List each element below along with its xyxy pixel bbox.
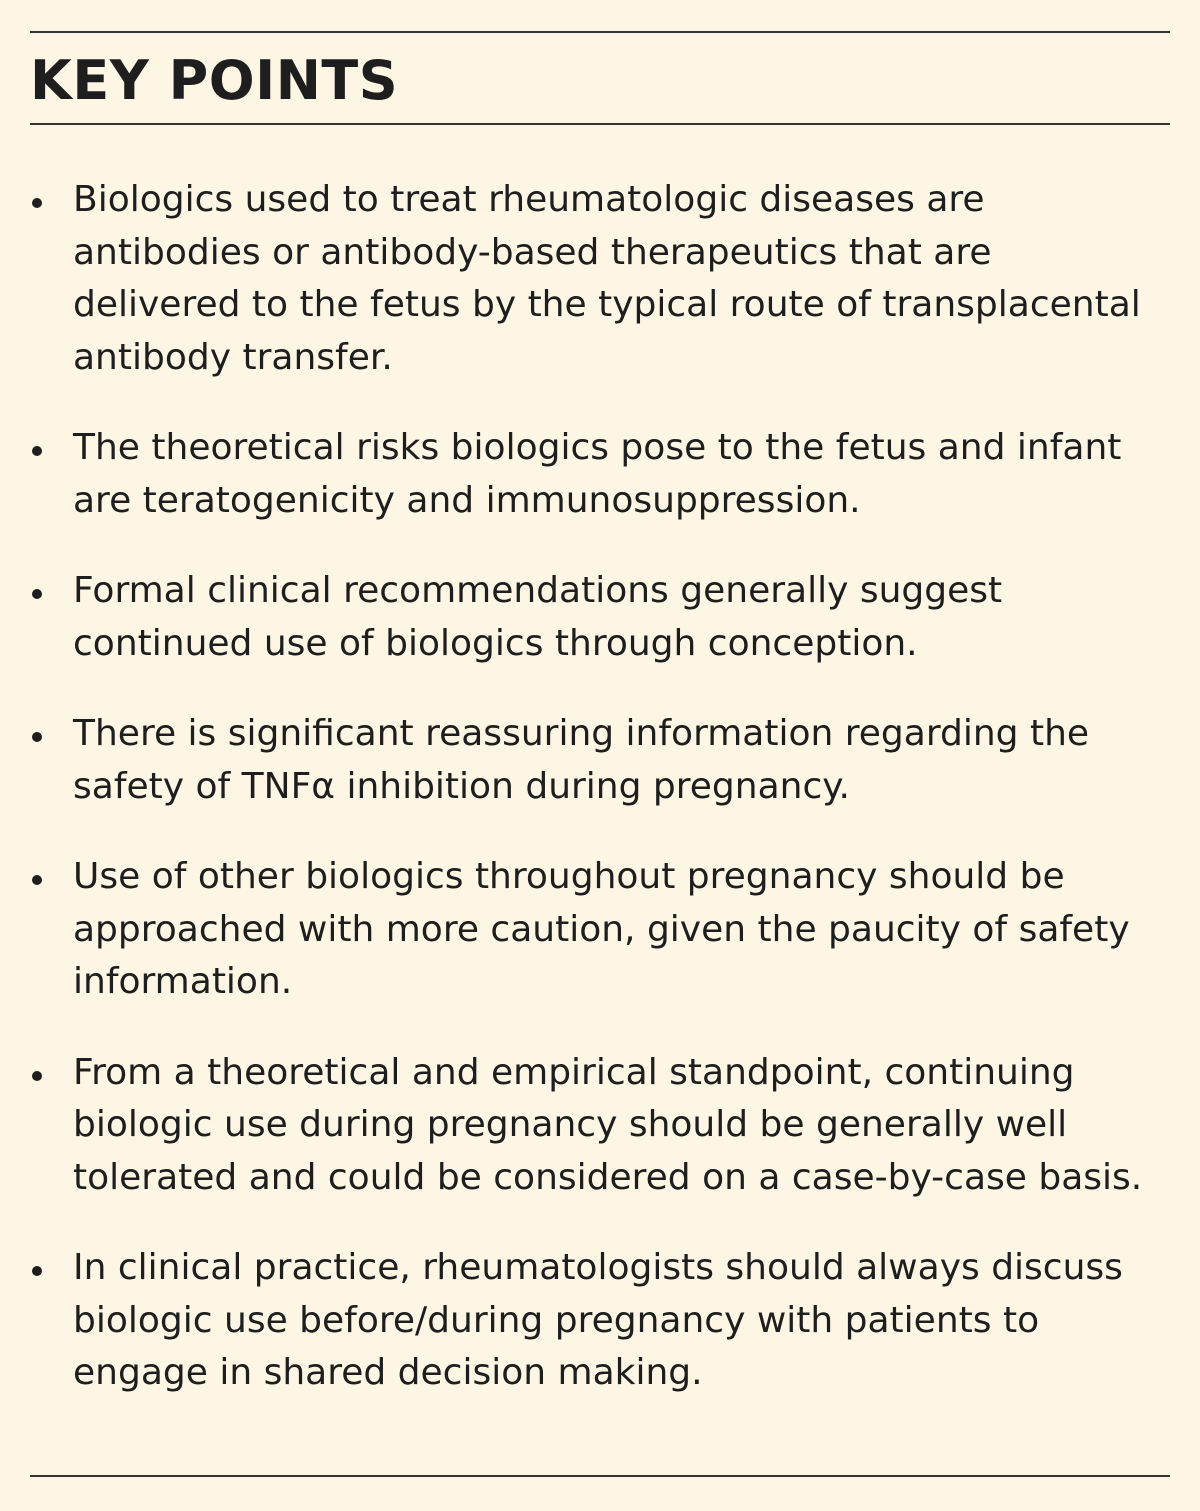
key-point-item: [30, 851, 1170, 1009]
heading-divider: [30, 123, 1170, 125]
bullet-dot-icon: [32, 875, 42, 885]
key-point-text: Formal clinical recommendations generally suggest continued use of biologics through conception.: [73, 570, 1003, 664]
bullet-dot-icon: [32, 732, 42, 742]
bullet-dot-icon: [32, 1071, 42, 1081]
bullet-dot-icon: [32, 1266, 42, 1276]
key-point-item: [30, 174, 1170, 384]
key-point-text: The theoretical risks biologics pose to the fetus and infant are teratogenicity and immunosuppression.: [73, 427, 1122, 521]
key-point-text: In clinical practice, rheumatologists should always discuss biologic use before/during pregnancy with patients to engage in shared decision making.: [73, 1247, 1123, 1393]
key-points-heading: KEY POINTS: [30, 49, 399, 112]
key-points-list: [30, 174, 1170, 1438]
key-point-item: [30, 565, 1170, 670]
bullet-dot-icon: [32, 198, 42, 208]
key-point-item: [30, 1242, 1170, 1400]
bullet-dot-icon: [32, 589, 42, 599]
key-point-item: [30, 1047, 1170, 1205]
key-point-item: [30, 708, 1170, 813]
bullet-dot-icon: [32, 446, 42, 456]
top-divider: [30, 31, 1170, 33]
key-point-text: From a theoretical and empirical standpoint, continuing biologic use during pregnancy should be generally well tolerated and could be considered on a case-by-case basis.: [73, 1051, 1143, 1198]
key-point-text: Biologics used to treat rheumatologic diseases are antibodies or antibody-based therapeutics that are delivered to the fetus by the typical route of transplacental antibody transfer.: [73, 179, 1141, 378]
key-point-text: Use of other biologics throughout pregnancy should be approached with more caution, given the paucity of safety information.: [73, 856, 1130, 1002]
key-point-item: [30, 422, 1170, 527]
key-point-text: There is significant reassuring information regarding the safety of TNFα inhibition during pregnancy.: [73, 713, 1090, 807]
bottom-divider: [30, 1475, 1170, 1477]
